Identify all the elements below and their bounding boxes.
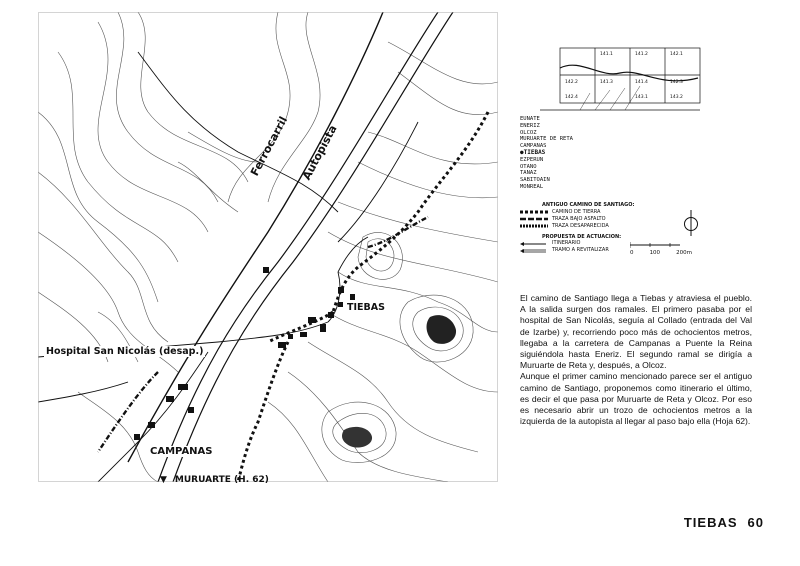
tile-10: 143.2 — [670, 95, 683, 100]
itinerary-arrow-icon — [520, 242, 548, 246]
map-label-muruarte — [160, 475, 269, 485]
legend-heading-proposal: PROPUESTA DE ACTUACION: — [542, 233, 622, 240]
map-label-hospital: Hospital San Nicolás (desap.) — [46, 346, 204, 357]
current-town-label: TIEBAS — [523, 148, 546, 156]
scale-bar-line — [630, 242, 680, 248]
legend-label: CAMINO DE TIERRA — [552, 208, 601, 215]
map-label-tiebas: TIEBAS — [347, 302, 385, 313]
tile-9: 143.1 — [635, 95, 648, 100]
legend-label: TRAZA BAJO ASFALTO — [552, 215, 606, 222]
scale-label: 200m — [676, 250, 692, 256]
map-label-campanas: CAMPANAS — [150, 446, 213, 457]
tile-8: 142.4 — [565, 95, 578, 100]
legend-label: TRAMO A REVITALIZAR — [552, 247, 609, 254]
legend-row — [520, 223, 680, 230]
dotted-route-icon — [520, 210, 548, 214]
footer-title: TIEBAS — [683, 515, 738, 530]
page-number: 60 — [747, 515, 764, 530]
town-item: SABITOAIN — [520, 177, 550, 184]
tile-2: 141.2 — [635, 52, 648, 57]
town-item: EUNATE — [520, 116, 540, 122]
map-label-muruarte-text: MURUARTE (H. 62) — [174, 475, 269, 485]
town-item: CAMPANAS — [520, 143, 547, 150]
tile-1: 141.1 — [600, 52, 613, 57]
legend-row — [520, 216, 680, 223]
scale-labels — [630, 250, 692, 256]
south-arrow-icon: ▼ — [160, 475, 167, 485]
tile-6: 141.4 — [635, 80, 648, 85]
legend-heading-route: ANTIGUO CAMINO DE SANTIAGO: — [542, 202, 635, 208]
revitalize-arrow-icon — [520, 249, 548, 253]
topographic-map — [38, 12, 498, 482]
tile-3: 142.1 — [670, 52, 683, 57]
north-arrow-icon — [683, 210, 699, 240]
legend-label: TRAZA DESAPARECIDA — [552, 222, 609, 229]
paragraph: Aunque el primer camino mencionado parece ser el antiguo camino de Santiago, proponemos como itinerario el último, es decir el que pasa por Muruarte de Reta y Olcoz. Por eso es necesario abrir un trozo de ochocientos metros a la izquierda de la autopista al llegar al paso bajo ella (Hoja 62). — [520, 371, 752, 427]
description-text — [520, 293, 752, 427]
town-item: EZPERUN — [520, 156, 544, 163]
town-item: TANAZ — [520, 170, 537, 177]
scale-label: 0 — [630, 250, 634, 256]
town-list — [520, 116, 573, 191]
town-item: OTANO — [520, 163, 537, 170]
tile-7: 142.3 — [670, 80, 683, 85]
legend-row — [520, 209, 680, 216]
town-item: OLCOZ — [520, 129, 537, 136]
town-item-current — [520, 150, 573, 157]
tile-4: 142.2 — [565, 80, 578, 85]
page-footer — [684, 515, 764, 530]
paragraph: El camino de Santiago llega a Tiebas y atraviesa el pueblo. A la salida surgen dos ramales. El primero pasaba por el hospital de San Nicolás, seguía al Collado (entrada del Val de Izarbe) y, recorriendo poco más de ochocientos metros, llegaba a la carretera de Campanas a Puente la Reina siguiéndola hasta Eneriz. El segundo ramal se dirigía a Muruarte de Reta y, después, a Olcoz. — [520, 293, 752, 371]
dashed-route-icon — [520, 217, 548, 221]
map-drawing — [38, 12, 498, 482]
tile-5: 141.3 — [600, 80, 613, 85]
scale-bar — [630, 242, 692, 256]
scale-label: 100 — [649, 250, 661, 256]
town-item: MONREAL — [520, 183, 544, 190]
hatched-route-icon — [520, 224, 548, 228]
town-item: ENERIZ — [520, 122, 540, 129]
index-sheet-grid — [520, 28, 710, 118]
map-label-autopista: Autopista — [300, 122, 340, 183]
legend-label: ITINERARIO — [552, 240, 581, 247]
map-label-ferrocarril: Ferrocarril — [248, 114, 291, 179]
town-item: MURUARTE DE RETA — [520, 136, 573, 143]
current-marker-icon: ● — [520, 148, 524, 156]
